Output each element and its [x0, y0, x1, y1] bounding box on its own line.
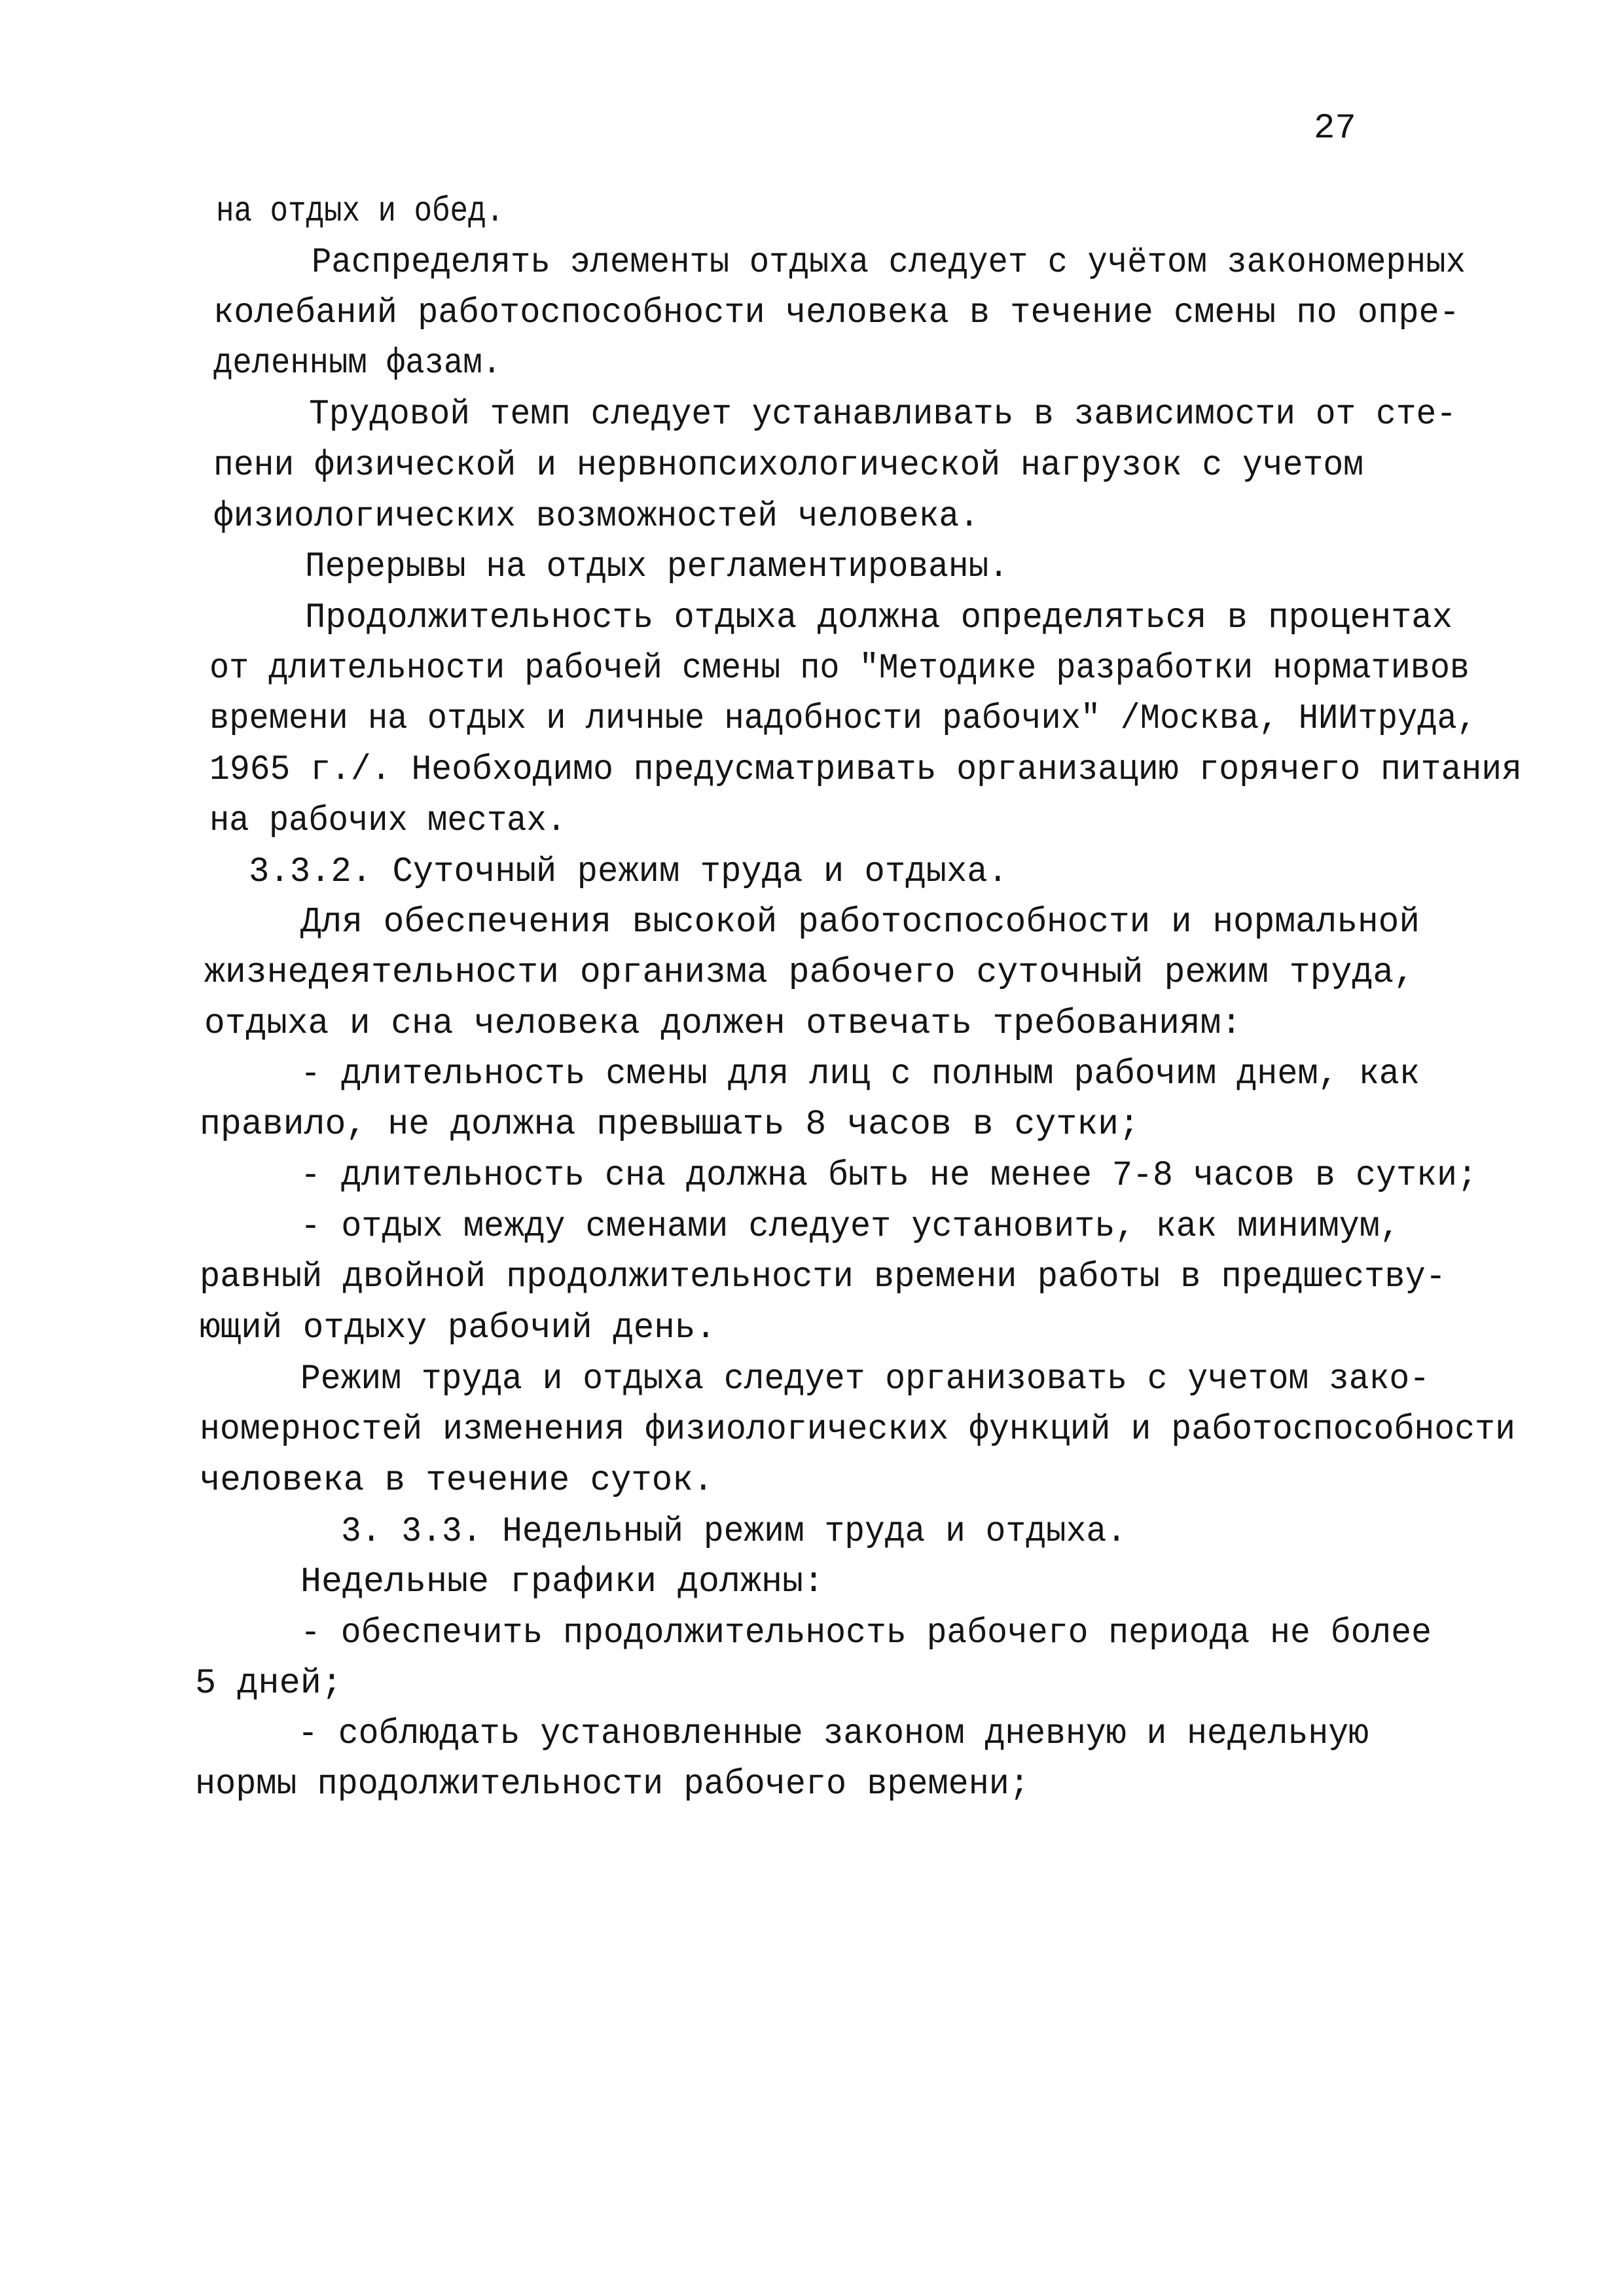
text-line: Распределять элементы отдыха следует с учётом закономерных	[312, 243, 1466, 283]
text-line: номерностей изменения физиологических функций и работоспособности	[200, 1410, 1515, 1450]
text-line: на отдых и обед.	[216, 192, 504, 232]
text-line: - обеспечить продолжительность рабочего периода не более	[300, 1613, 1432, 1653]
text-line: пени физической и нервнопсихологической нагрузок с учетом	[213, 446, 1363, 486]
text-line: деленным фазам.	[213, 344, 501, 384]
text-line: 5 дней;	[195, 1664, 342, 1704]
text-line: Продолжительность отдыха должна определяться в процентах	[305, 598, 1453, 638]
text-line: Для обеспечения высокой работоспособности и нормальной	[300, 903, 1420, 942]
text-line: времени на отдых и личные надобности рабочих" /Москва, НИИтруда,	[209, 699, 1477, 739]
text-line: физиологических возможностей человека.	[213, 497, 979, 537]
text-line: правило, не должна превышать 8 часов в сутки;	[200, 1105, 1140, 1145]
text-line: - соблюдать установленные законом дневную и недельную	[298, 1714, 1369, 1754]
text-line: Перерывы на отдых регламентированы.	[305, 547, 1009, 587]
text-line: от длительности рабочей смены по "Методике разработки нормативов	[209, 649, 1470, 689]
page-number: 27	[1314, 109, 1356, 149]
text-line: на рабочих местах.	[209, 801, 566, 841]
text-line: - длительность смены для лиц с полным рабочим днем, как	[300, 1054, 1420, 1094]
text-line: равный двойной продолжительности времени работы в предшеству-	[200, 1257, 1446, 1297]
text-line: отдыха и сна человека должен отвечать требованиям:	[204, 1004, 1242, 1044]
text-line: человека в течение суток.	[200, 1461, 713, 1501]
text-line: Недельные графики должны:	[300, 1562, 824, 1602]
text-line: колебаний работоспособности человека в течение смены по опре-	[213, 293, 1460, 333]
text-line: жизнедеятельности организма рабочего суточный режим труда,	[204, 953, 1415, 993]
text-line: - длительность сна должна быть не менее 7-8 часов в сутки;	[300, 1156, 1477, 1196]
text-line: Трудовой темп следует устанавливать в зависимости от сте-	[309, 395, 1456, 435]
text-line: 3. 3.3. Недельный режим труда и отдыха.	[341, 1512, 1127, 1552]
text-line: 1965 г./. Необходимо предусматривать организацию горячего питания	[209, 750, 1522, 790]
text-line: ющий отдыху рабочий день.	[200, 1308, 716, 1348]
text-line: Режим труда и отдыха следует организовать с учетом зако-	[300, 1359, 1430, 1399]
text-line: 3.3.2. Суточный режим труда и отдыха.	[249, 852, 1008, 892]
text-line: нормы продолжительности рабочего времени;	[195, 1765, 1030, 1804]
text-line: - отдых между сменами следует установить, как минимум,	[300, 1207, 1400, 1247]
